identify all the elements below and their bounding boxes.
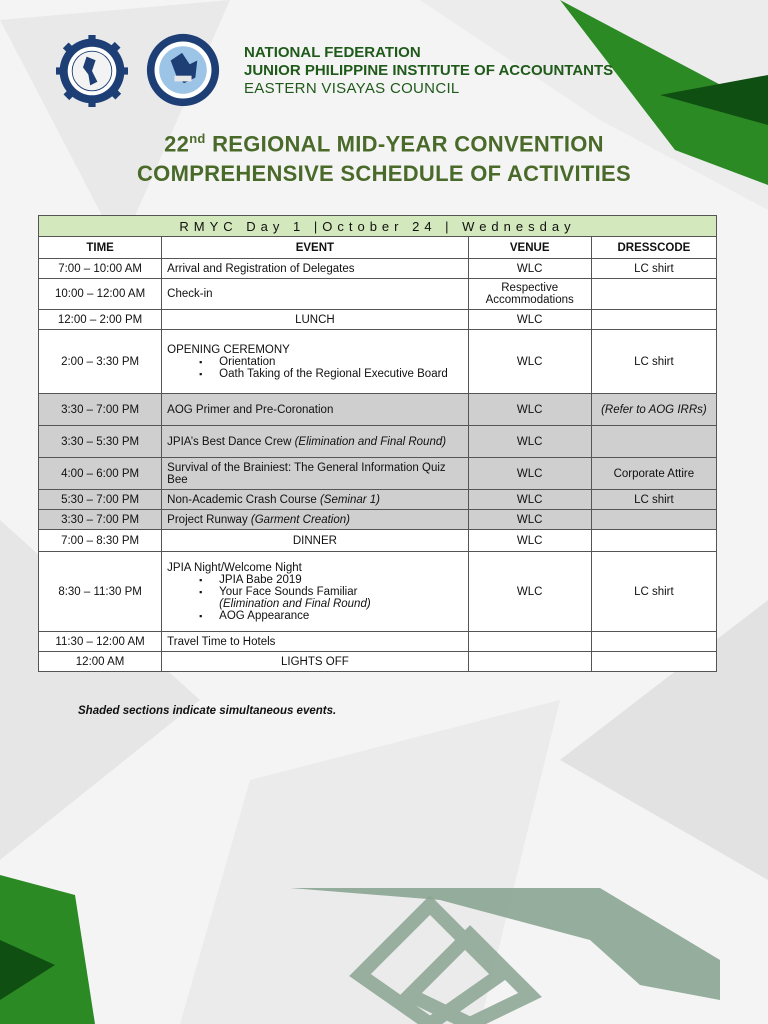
cell-event: Check-in: [162, 279, 468, 310]
table-row: [39, 426, 717, 458]
cell-time: 8:30 – 11:30 PM: [39, 552, 162, 632]
table-row: [39, 394, 717, 426]
event-note: (Elimination and Final Round): [294, 435, 447, 448]
org-line-2: JUNIOR PHILIPPINE INSTITUTE OF ACCOUNTANTS: [244, 62, 614, 79]
event-note: (Seminar 1): [319, 493, 381, 506]
cell-venue: Respective Accommodations: [468, 279, 591, 310]
org-line-1: NATIONAL FEDERATION: [244, 44, 421, 61]
jpia-seal-logo: [52, 35, 132, 107]
cell-event: DINNER: [162, 530, 468, 552]
cell-time: 7:00 – 10:00 AM: [39, 259, 162, 279]
column-header-venue: VENUE: [468, 237, 591, 259]
footnote: Shaded sections indicate simultaneous events.: [78, 705, 337, 717]
cell-time: 12:00 AM: [39, 652, 162, 672]
event-title: OPENING CEREMONY: [167, 343, 290, 356]
cell-venue: WLC: [468, 458, 591, 490]
table-row: [39, 552, 717, 632]
event-note: (Garment Creation): [250, 513, 350, 526]
table-row: [39, 510, 717, 530]
cell-dresscode: LC shirt: [591, 490, 716, 510]
event-sub-list: [167, 574, 462, 622]
cell-time: 7:00 – 8:30 PM: [39, 530, 162, 552]
cell-venue: WLC: [468, 310, 591, 330]
cell-venue: WLC: [468, 259, 591, 279]
organization-name: [244, 44, 613, 98]
page-title: [0, 124, 768, 189]
title-line-2: COMPREHENSIVE SCHEDULE OF ACTIVITIES: [136, 161, 632, 187]
cell-dresscode: [591, 632, 716, 652]
cell-dresscode: Corporate Attire: [591, 458, 716, 490]
cell-event: Arrival and Registration of Delegates: [162, 259, 468, 279]
cell-venue: WLC: [468, 330, 591, 394]
cell-venue: WLC: [468, 530, 591, 552]
cell-event: Travel Time to Hotels: [162, 632, 468, 652]
sub-item-note: (Elimination and Final Round): [219, 597, 371, 610]
table-row: [39, 632, 717, 652]
title-line-1-text: REGIONAL MID-YEAR CONVENTION: [205, 131, 604, 157]
cell-event: [162, 490, 468, 510]
list-item: ▪ JPIA Babe 2019: [199, 574, 462, 586]
day-header-row: [39, 216, 717, 237]
title-ordinal: 22: [164, 131, 190, 157]
cell-venue: [468, 652, 591, 672]
event-title: JPIA Night/Welcome Night: [167, 561, 302, 574]
cell-dresscode: LC shirt: [591, 330, 716, 394]
cell-event: [162, 510, 468, 530]
event-text: Project Runway: [167, 513, 251, 526]
cell-venue: [468, 632, 591, 652]
cell-venue: WLC: [468, 552, 591, 632]
cell-event: [162, 330, 468, 394]
cell-time: 2:00 – 3:30 PM: [39, 330, 162, 394]
event-text: Non-Academic Crash Course: [167, 493, 320, 506]
title-ordinal-suffix: nd: [189, 131, 206, 146]
cell-dresscode: LC shirt: [591, 259, 716, 279]
column-header-time: TIME: [39, 237, 162, 259]
table-row: [39, 310, 717, 330]
cell-venue: WLC: [468, 490, 591, 510]
column-header-dresscode: DRESSCODE: [591, 237, 716, 259]
cell-event: AOG Primer and Pre-Coronation: [162, 394, 468, 426]
cell-dresscode: [591, 279, 716, 310]
cell-dresscode: LC shirt: [591, 552, 716, 632]
evc-council-seal-logo: [140, 32, 226, 108]
table-row: [39, 490, 717, 510]
cell-event: [162, 552, 468, 632]
cell-venue: WLC: [468, 394, 591, 426]
cell-dresscode: [591, 426, 716, 458]
cell-event: LIGHTS OFF: [162, 652, 468, 672]
cell-time: 3:30 – 5:30 PM: [39, 426, 162, 458]
column-header-event: EVENT: [162, 237, 468, 259]
cell-venue: WLC: [468, 510, 591, 530]
cell-dresscode: [591, 530, 716, 552]
cell-time: 3:30 – 7:00 PM: [39, 510, 162, 530]
cell-dresscode: [591, 652, 716, 672]
cell-time: 5:30 – 7:00 PM: [39, 490, 162, 510]
cell-time: 11:30 – 12:00 AM: [39, 632, 162, 652]
schedule-table: [38, 215, 717, 672]
column-header-row: [39, 237, 717, 259]
table-row: [39, 259, 717, 279]
cell-dresscode: [591, 394, 716, 426]
list-item: ▪ Oath Taking of the Regional Executive Board: [199, 368, 462, 380]
list-item: ▪ Orientation: [199, 356, 462, 368]
list-item: [199, 586, 462, 610]
day-header: RMYC Day 1 |October 24 | Wednesday: [39, 216, 717, 237]
cell-time: 3:30 – 7:00 PM: [39, 394, 162, 426]
table-row: [39, 279, 717, 310]
table-row: [39, 330, 717, 394]
title-line-1: [0, 124, 768, 159]
table-row: [39, 458, 717, 490]
cell-time: 10:00 – 12:00 AM: [39, 279, 162, 310]
list-item: ▪ AOG Appearance: [199, 610, 462, 622]
cell-time: 12:00 – 2:00 PM: [39, 310, 162, 330]
cell-venue: WLC: [468, 426, 591, 458]
cell-event: Survival of the Brainiest: The General Information Quiz Bee: [162, 458, 468, 490]
event-text: JPIA’s Best Dance Crew: [167, 435, 295, 448]
table-row: [39, 652, 717, 672]
event-sub-list: [167, 356, 462, 380]
cell-dresscode: [591, 310, 716, 330]
table-row: [39, 530, 717, 552]
sub-item-text: Your Face Sounds Familiar: [219, 585, 358, 598]
cell-time: 4:00 – 6:00 PM: [39, 458, 162, 490]
cell-event: LUNCH: [162, 310, 468, 330]
dresscode-note: (Refer to AOG IRRs): [601, 403, 707, 416]
cell-dresscode: [591, 510, 716, 530]
org-line-3: EASTERN VISAYAS COUNCIL: [244, 80, 460, 97]
cell-event: [162, 426, 468, 458]
